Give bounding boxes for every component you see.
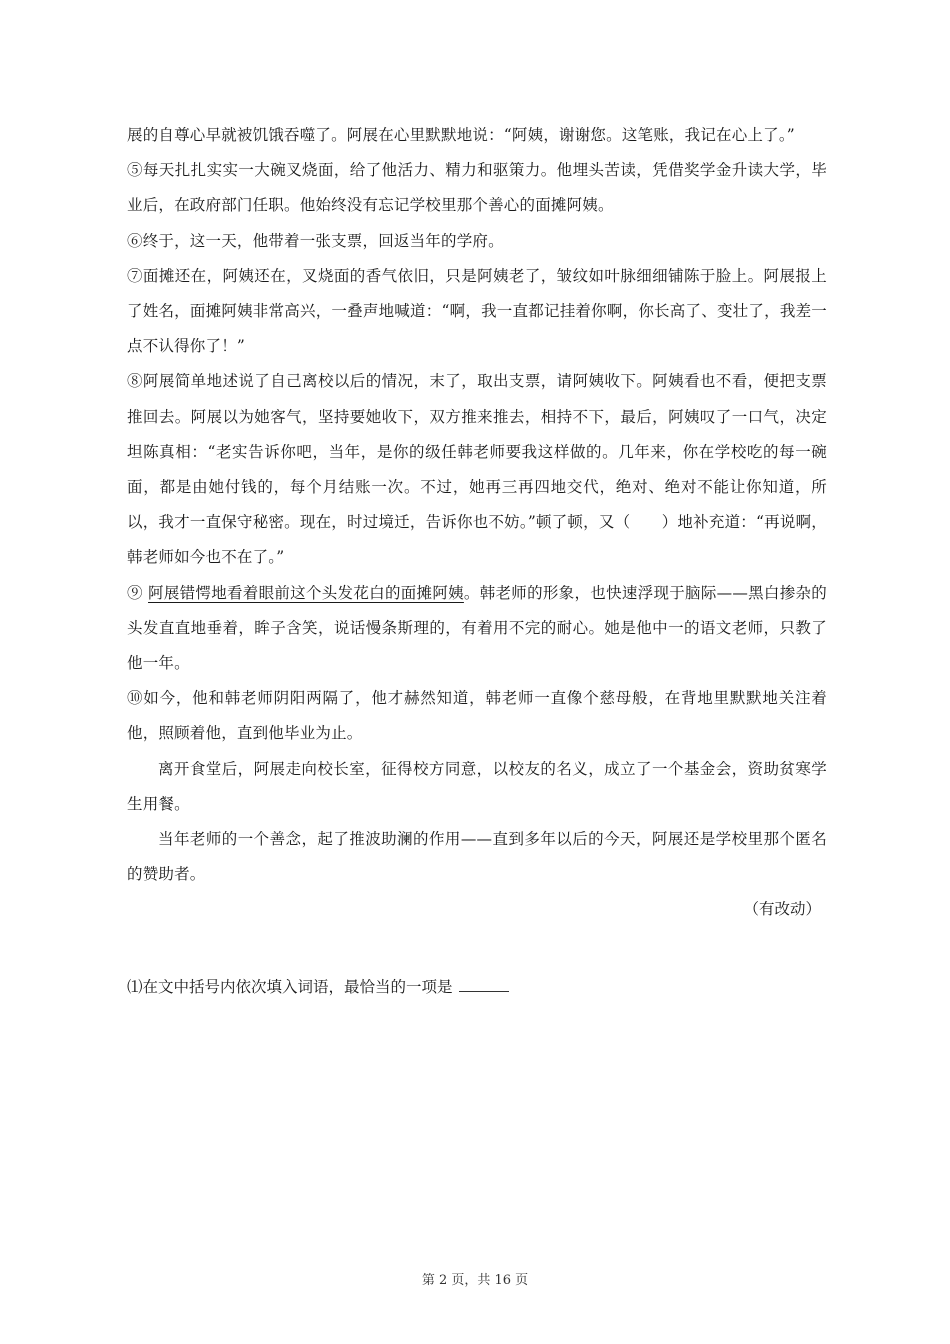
question-1: [127, 970, 827, 1005]
answer-blank[interactable]: [459, 975, 509, 992]
underlined-sentence: 阿展错愕地看着眼前这个头发花白的面摊阿姨: [148, 583, 464, 602]
paragraph-4-end: 展的自尊心早就被饥饿吞噬了。阿展在心里默默地说：“阿姨，谢谢您。这笔账，我记在心上了。”: [127, 126, 795, 144]
paragraph-6: ⑥终于，这一天，他带着一张支票，回返当年的学府。: [127, 231, 504, 250]
paragraph-11: 离开食堂后，阿展走向校长室，征得校方同意，以校友的名义，成立了一个基金会，资助贫寒学生用餐。: [127, 759, 827, 813]
article-body: [127, 118, 827, 1005]
paragraph-9: [127, 576, 827, 682]
question-1-text: ⑴在文中括号内依次填入词语，最恰当的一项是: [127, 977, 453, 996]
paragraph-10: ⑩如今，他和韩老师阴阳两隔了，他才赫然知道，韩老师一直像个慈母般，在背地里默默地关注着他，照顾着他，直到他毕业为止。: [127, 689, 827, 743]
paragraph-8: ⑧阿展简单地述说了自己离校以后的情况，末了，取出支票，请阿姨收下。阿姨看也不看，便把支票推回去。阿展以为她客气，坚持要她收下，双方推来推去，相持不下，最后，阿姨叹了一口气，决定坦陈真相：“老实告诉你吧，当年，是你的级任韩老师要我这样做的。几年来，你在学校吃的每一碗面，都是由她付钱的，每个月结账一次。不过，她再三再四地交代，绝对、绝对不能让你知道，所以，我才一直保守秘密。现在，时过境迁，告诉你也不妨。”顿了顿，又（ ）地补充道：“再说啊，韩老师如今也不在了。”: [127, 372, 827, 567]
paragraph-7: ⑦面摊还在，阿姨还在，叉烧面的香气依旧，只是阿姨老了，皱纹如叶脉细细铺陈于脸上。阿展报上了姓名，面摊阿姨非常高兴，一叠声地喊道：“啊，我一直都记挂着你啊，你长高了、变壮了，我差一点不认得你了！”: [127, 266, 827, 356]
paragraph-9-rest: 。韩老师的形象，也快速浮现于脑际——黑白掺杂的头发直直地垂着，眸子含笑，说话慢条斯理的，有着用不完的耐心。她是他中一的语文老师，只教了他一年。: [127, 583, 827, 673]
source-note: （有改动）: [743, 900, 821, 919]
paragraph-12: 当年老师的一个善念，起了推波助澜的作用——直到多年以后的今天，阿展还是学校里那个匿名的赞助者。: [127, 830, 827, 884]
paragraph-9-number: ⑨: [127, 583, 143, 602]
page-footer: 第 2 页，共 16 页: [421, 1273, 529, 1288]
paragraph-5: ⑤每天扎扎实实一大碗叉烧面，给了他活力、精力和驱策力。他埋头苦读，凭借奖学金升读大学，毕业后，在政府部门任职。他始终没有忘记学校里那个善心的面摊阿姨。: [127, 161, 827, 215]
